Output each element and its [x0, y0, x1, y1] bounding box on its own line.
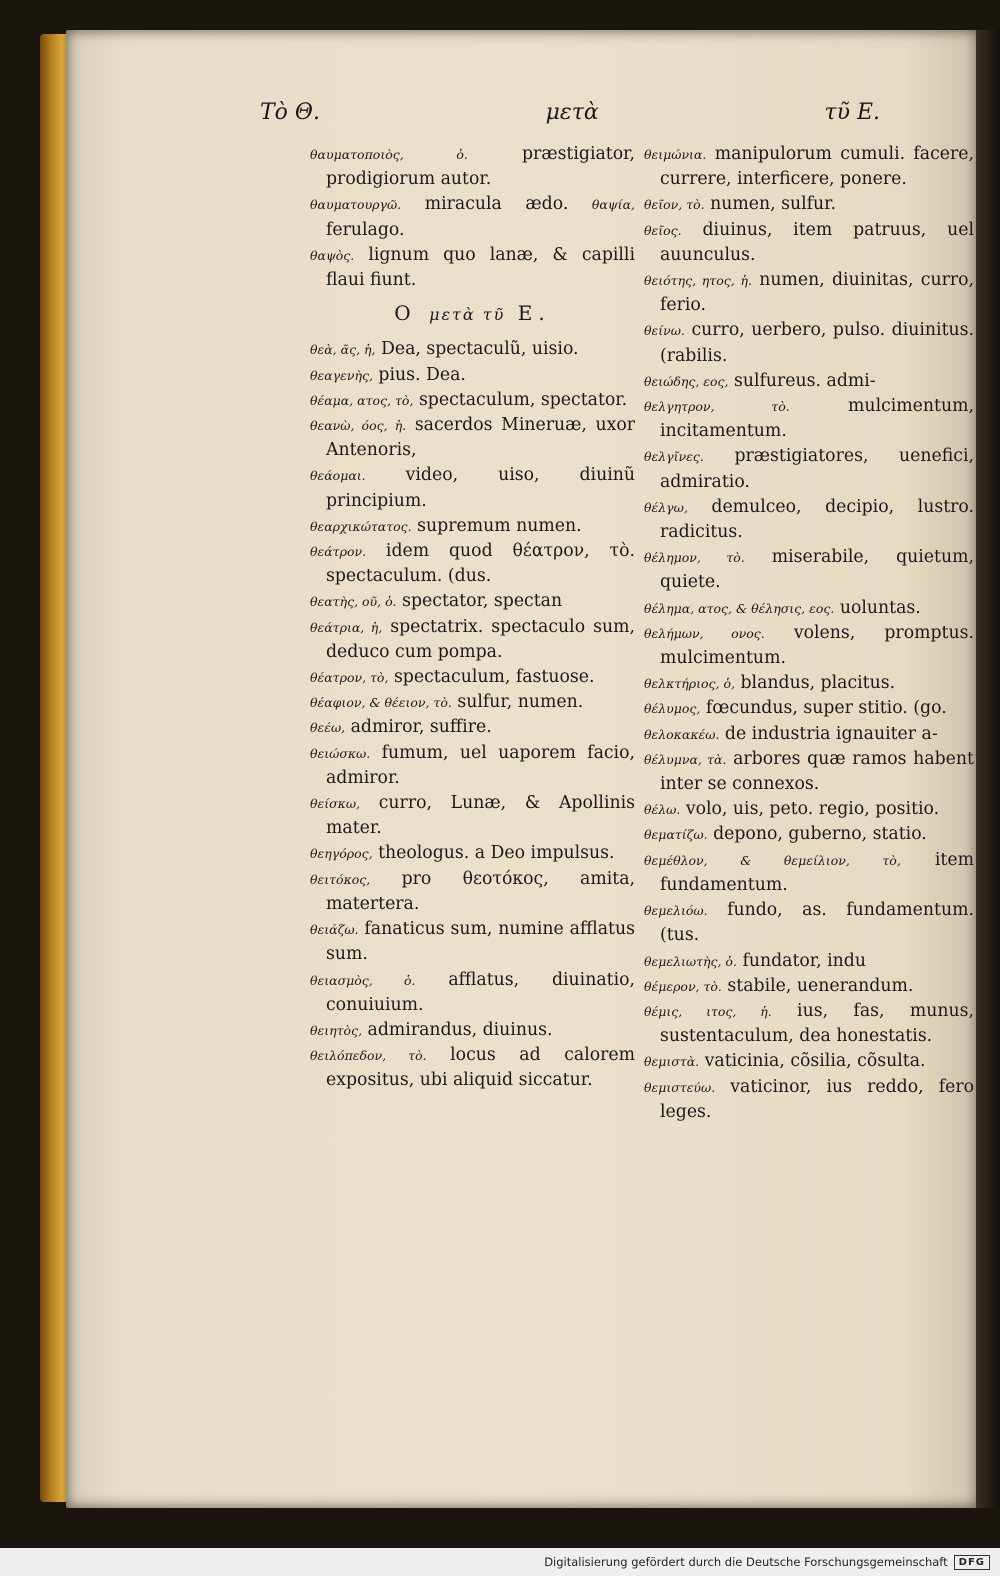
- dictionary-entry: θεάομαι. video, uiso, diuinũ principium.: [310, 465, 635, 511]
- section-heading: Ο μετὰ τῦ Ε.: [394, 301, 551, 326]
- dictionary-entry: θειτόκος, pro θεοτόκος, amita, matertera.: [310, 868, 635, 914]
- running-head-middle: μετὰ: [545, 100, 599, 125]
- dictionary-entry: θεάτρια, ἡ, spectatrix. spectaculo sum, deduco cum pompa.: [310, 616, 635, 662]
- dictionary-entry: θεμέθλον, & θεμείλιον, τὸ, item fundamentum.: [644, 849, 974, 895]
- dictionary-entry: θεηγόρος, theologus. a Deo impulsus.: [310, 843, 615, 864]
- dictionary-entry: θέλω. volo, uis, peto. regio, positio.: [644, 799, 940, 820]
- dictionary-entry: θελοκακέω. de industria ignauiter a-: [644, 723, 938, 744]
- dictionary-entry: θαυματουργῶ. miracula ædo. θαψία, ferulago.: [310, 194, 635, 240]
- dictionary-entry: θεμελιωτὴς, ὁ. fundator, indu: [644, 950, 867, 971]
- dictionary-entry: θέλημα, ατος, & θέλησις, εος. uoluntas.: [644, 597, 921, 618]
- dictionary-entry: θειώσκω. fumum, uel uaporem facio, admiror.: [310, 742, 635, 788]
- dictionary-entry: θέμερον, τὸ. stabile, uenerandum.: [644, 975, 914, 996]
- dictionary-entry: θέαφιον, & θέειον, τὸ. sulfur, numen.: [310, 692, 584, 713]
- dictionary-entry: θέλυμνα, τὰ. arbores quæ ramos habent inter se connexos.: [644, 748, 974, 795]
- dictionary-entry: θεματίζω. depono, guberno, statio.: [644, 824, 927, 845]
- dictionary-entry: θεμιστεύω. vaticinor, ius reddo, fero leges.: [644, 1076, 974, 1122]
- right-column: [644, 142, 974, 1125]
- dictionary-entry: θέαμα, ατος, τὸ, spectaculum, spectator.: [310, 389, 628, 410]
- dictionary-entry: θέμις, ιτος, ἡ. ius, fas, munus, sustentaculum, dea honestatis.: [644, 1000, 974, 1047]
- dictionary-entry: θεῖος. diuinus, item patruus, uel auunculus.: [644, 219, 975, 265]
- dictionary-entry: θελγῖνες. præstigiatores, uenefici, admiratio.: [644, 446, 974, 492]
- dictionary-entry: θέλγω, demulceo, decipio, lustro. radicitus.: [644, 496, 974, 543]
- dictionary-entry: θείσκω, curro, Lunæ, & Apollinis mater.: [310, 793, 635, 839]
- dictionary-entry: θελήμων, ονος. volens, promptus. mulcimentum.: [644, 622, 974, 669]
- left-column: [310, 142, 635, 1094]
- dictionary-entry: θειασμὸς, ὁ. afflatus, diuinatio, conuiuium.: [310, 969, 635, 1015]
- dictionary-entry: θειμώνια. manipulorum cumuli. facere, currere, interficere, ponere.: [644, 144, 974, 190]
- dictionary-entry: θεέω, admiror, suffire.: [310, 717, 492, 738]
- dictionary-entry: θειώδης, εος, sulfureus. admi-: [644, 370, 876, 391]
- footer-text: Digitalisierung gefördert durch die Deutsche Forschungsgemeinschaft: [544, 1555, 948, 1569]
- dictionary-entry: θεανὼ, όος, ἡ. sacerdos Mineruæ, uxor Antenoris,: [310, 415, 636, 461]
- dfg-logo: DFG: [954, 1555, 990, 1570]
- dictionary-entry: θεαρχικώτατος. supremum numen.: [310, 515, 582, 536]
- dictionary-entry: θεμιστὰ. vaticinia, cõsilia, cõsulta.: [644, 1051, 926, 1072]
- dictionary-entry: θεῖον, τὸ. numen, sulfur.: [644, 194, 837, 215]
- dictionary-entry: θελκτήριος, ὁ, blandus, placitus.: [644, 673, 896, 694]
- right-margin: [976, 30, 1000, 1508]
- dictionary-entry: θέλυμος, fœcundus, super stitio. (go.: [644, 698, 947, 719]
- dictionary-entry: θειητὸς, admirandus, diuinus.: [310, 1019, 553, 1040]
- dictionary-entry: θείνω. curro, uerbero, pulso. diuinitus. (rabilis.: [644, 320, 974, 366]
- digitization-footer: [0, 1548, 1000, 1576]
- dictionary-entry: θειάζω. fanaticus sum, numine afflatus sum.: [310, 919, 635, 965]
- dictionary-entry: θεμελιόω. fundo, as. fundamentum. (tus.: [644, 900, 974, 946]
- dictionary-entry: θεάτρον. idem quod θέατρον, τὸ. spectaculum. (dus.: [310, 541, 635, 587]
- dictionary-entry: θέατρον, τὸ, spectaculum, fastuose.: [310, 667, 595, 688]
- dictionary-entry: θεὰ, ᾶς, ἡ, Dea, spectaculũ, uisio.: [310, 339, 579, 360]
- dictionary-entry: θεατὴς, οῦ, ὁ. spectator, spectan: [310, 591, 563, 612]
- running-head: [260, 100, 880, 125]
- dictionary-entry: θειλόπεδον, τὸ. locus ad calorem expositus, ubi aliquid siccatur.: [310, 1045, 635, 1091]
- dictionary-entry: θελγητρον, τὸ. mulcimentum, incitamentum.: [644, 396, 974, 442]
- dictionary-entry: θεαγενὴς, pius. Dea.: [310, 364, 466, 385]
- dictionary-entry: θειότης, ητος, ἡ. numen, diuinitas, curro, ferio.: [644, 270, 974, 316]
- running-head-left: Τὸ Θ.: [260, 100, 320, 125]
- dictionary-entry: θέλημον, τὸ. miserabile, quietum, quiete.: [644, 547, 974, 593]
- running-head-right: τῦ Ε.: [824, 100, 880, 125]
- dictionary-entry: θαψὸς. lignum quo lanæ, & capilli flaui fiunt.: [310, 244, 635, 291]
- dictionary-entry: θαυματοποιὸς, ὁ. præstigiator, prodigiorum autor.: [310, 144, 636, 190]
